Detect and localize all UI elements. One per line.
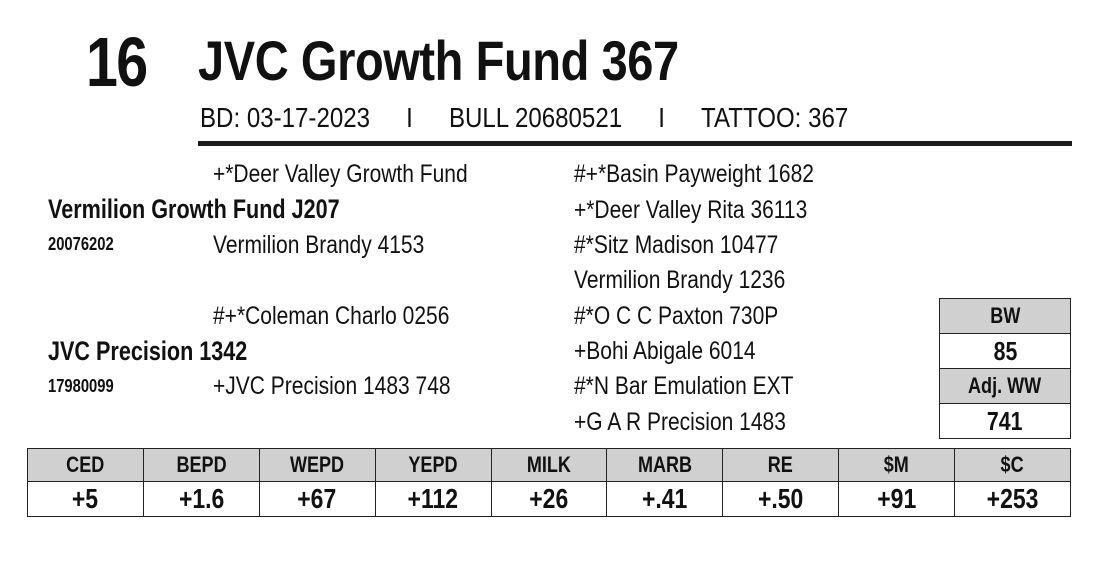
epd-header-milk: MILK [491, 449, 607, 482]
adjww-value: 741 [940, 404, 1071, 439]
dam-dam-sire: #*N Bar Emulation EXT [574, 372, 794, 400]
epd-header-yepd: YEPD [375, 449, 491, 482]
dam-dam: +JVC Precision 1483 748 [213, 372, 451, 400]
epd-table [27, 448, 1071, 517]
sire-name: Vermilion Growth Fund J207 [48, 194, 340, 224]
sire-sire-dam: +*Deer Valley Rita 36113 [574, 196, 808, 224]
registration-number: BULL 20680521 [448, 102, 623, 133]
epd-header-row [28, 449, 1071, 482]
epd-value-re: +.50 [723, 482, 839, 517]
epd-header-wepd: WEPD [259, 449, 375, 482]
info-line [200, 100, 848, 136]
lot-number: 16 [86, 23, 147, 101]
epd-value-bepd: +1.6 [143, 482, 259, 517]
bw-header: BW [940, 299, 1071, 334]
separator: I [658, 102, 665, 133]
epd-value-marb: +.41 [607, 482, 723, 517]
adjww-header: Adj. WW [940, 369, 1071, 404]
epd-header-re: RE [723, 449, 839, 482]
epd-header-bepd: BEPD [143, 449, 259, 482]
animal-name: JVC Growth Fund 367 [198, 29, 679, 92]
dam-dam-dam: +G A R Precision 1483 [574, 408, 786, 436]
dam-reg: 17980099 [48, 376, 114, 396]
dam-sire-dam: +Bohi Abigale 6014 [574, 337, 756, 365]
birth-date: BD: 03-17-2023 [200, 102, 371, 133]
epd-value-wepd: +67 [259, 482, 375, 517]
dam-name: JVC Precision 1342 [48, 336, 248, 366]
epd-value-yepd: +112 [375, 482, 491, 517]
sire-reg: 20076202 [48, 234, 114, 254]
epd-value-c: +253 [955, 482, 1071, 517]
sire-dam-sire: #*Sitz Madison 10477 [574, 231, 779, 259]
dam-sire: #+*Coleman Charlo 0256 [213, 302, 450, 330]
epd-header-c: $C [955, 449, 1071, 482]
sire-sire-sire: #+*Basin Payweight 1682 [574, 160, 814, 188]
epd-value-milk: +26 [491, 482, 607, 517]
bw-value: 85 [940, 334, 1071, 369]
sire-sire: +*Deer Valley Growth Fund [213, 160, 468, 188]
tattoo: TATTOO: 367 [701, 102, 849, 133]
epd-value-row [28, 482, 1071, 517]
epd-header-marb: MARB [607, 449, 723, 482]
epd-value-m: +91 [839, 482, 955, 517]
epd-header-m: $M [839, 449, 955, 482]
epd-header-ced: CED [28, 449, 144, 482]
weights-box [939, 298, 1071, 439]
dam-sire-sire: #*O C C Paxton 730P [574, 302, 779, 330]
sire-dam-dam: Vermilion Brandy 1236 [574, 266, 786, 294]
sire-dam: Vermilion Brandy 4153 [213, 231, 425, 259]
separator: I [406, 102, 413, 133]
epd-value-ced: +5 [28, 482, 144, 517]
header-rule [198, 141, 1072, 146]
